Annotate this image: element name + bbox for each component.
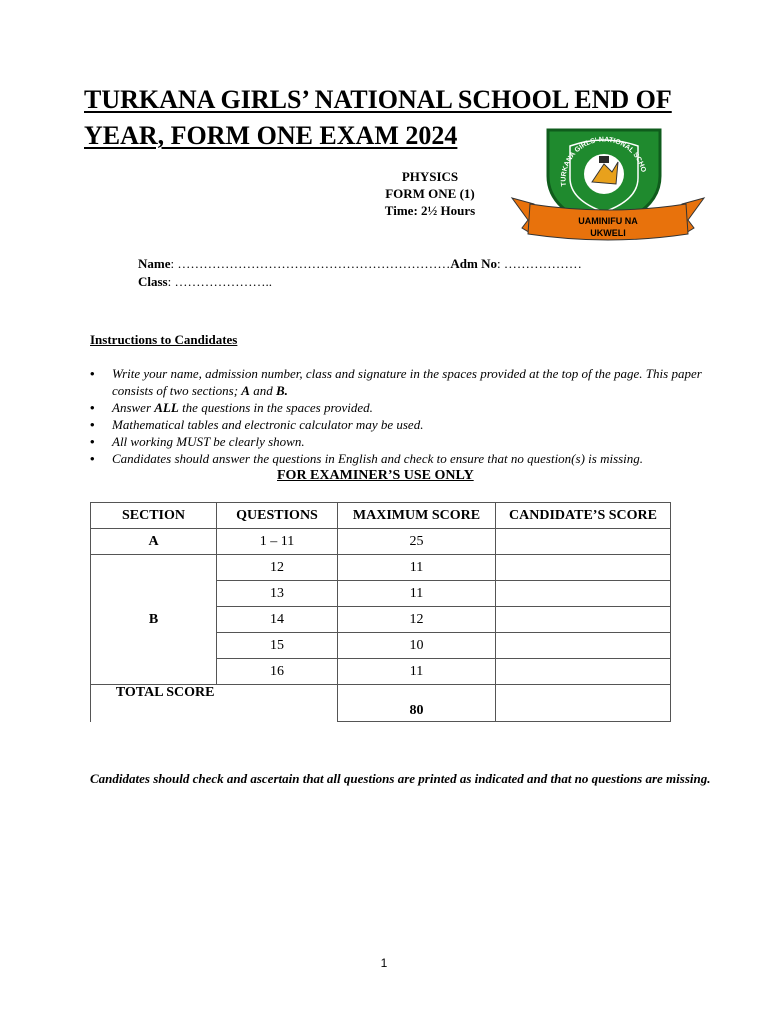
question-cell: 13 — [217, 581, 338, 607]
class-dots: : ………………….. — [167, 274, 272, 289]
section-a-label: A — [91, 529, 217, 555]
exam-title-line-2: YEAR, FORM ONE EXAM 2024 — [84, 121, 458, 150]
total-spacer — [217, 685, 338, 722]
table-row — [91, 529, 671, 555]
footnote: Candidates should check and ascertain that all questions are printed as indicated and that no questions are missing. — [90, 771, 711, 786]
subject-name: PHYSICS — [401, 169, 459, 184]
question-cell: 16 — [217, 659, 338, 685]
examiner-heading: FOR EXAMINER’S USE ONLY — [277, 468, 474, 483]
max-score-cell: 11 — [338, 581, 496, 607]
header-maximum-score: MAXIMUM SCORE — [338, 503, 496, 529]
section-a-questions: 1 – 11 — [217, 529, 338, 555]
max-score-cell: 11 — [338, 659, 496, 685]
max-score-cell: 12 — [338, 607, 496, 633]
section-a-score[interactable] — [496, 529, 671, 555]
total-candidate-score[interactable] — [496, 685, 671, 722]
class-field[interactable] — [138, 274, 272, 290]
list-item: • Answer ALL the questions in the spaces provided. — [90, 399, 710, 416]
subject-block — [330, 168, 530, 219]
list-item: • Candidates should answer the questions in English and check to ensure that no question(s) is missing. — [90, 450, 710, 467]
candidate-score-cell[interactable] — [496, 633, 671, 659]
header-candidate-score: CANDIDATE’S SCORE — [496, 503, 671, 529]
table-row — [91, 555, 671, 581]
school-logo — [508, 124, 708, 248]
instructions-list — [90, 365, 710, 467]
examiner-score-table — [90, 502, 671, 722]
candidate-score-cell[interactable] — [496, 659, 671, 685]
adm-label: Adm No — [450, 256, 497, 271]
question-cell: 15 — [217, 633, 338, 659]
page-number: 1 — [380, 956, 388, 970]
header-questions: QUESTIONS — [217, 503, 338, 529]
name-field[interactable] — [138, 256, 582, 272]
exam-duration: Time: 2½ Hours — [384, 203, 476, 218]
question-cell: 12 — [217, 555, 338, 581]
header-section: SECTION — [91, 503, 217, 529]
total-score-label: TOTAL SCORE — [91, 685, 217, 722]
adm-dots: : ……………… — [496, 256, 582, 271]
candidate-score-cell[interactable] — [496, 555, 671, 581]
motto-line-1: UAMINIFU NA — [578, 216, 638, 226]
list-item: • Write your name, admission number, class and signature in the spaces provided at the top of the page. This paper consists of two sections; A and B. — [90, 365, 710, 399]
list-item: • All working MUST be clearly shown. — [90, 433, 710, 450]
candidate-score-cell[interactable] — [496, 581, 671, 607]
question-cell: 14 — [217, 607, 338, 633]
instructions-heading: Instructions to Candidates — [90, 332, 238, 347]
section-b-label: B — [91, 555, 217, 685]
motto-line-2: UKWELI — [590, 228, 626, 238]
list-item: • Mathematical tables and electronic calculator may be used. — [90, 416, 710, 433]
name-dots: : ……………………………………………………… — [170, 256, 451, 271]
paper-name: FORM ONE (1) — [385, 186, 475, 201]
exam-title-line-1: TURKANA GIRLS’ NATIONAL SCHOOL END OF — [84, 85, 672, 114]
school-arc-text: TURKANA GIRLS' NATIONAL SCHO — [560, 136, 647, 187]
class-label: Class — [138, 274, 168, 289]
total-max-score: 80 — [338, 685, 496, 722]
section-a-max: 25 — [338, 529, 496, 555]
school-crest-icon — [508, 124, 708, 248]
total-row — [91, 685, 671, 722]
table-header-row — [91, 503, 671, 529]
max-score-cell: 10 — [338, 633, 496, 659]
name-label: Name — [138, 256, 171, 271]
candidate-score-cell[interactable] — [496, 607, 671, 633]
max-score-cell: 11 — [338, 555, 496, 581]
